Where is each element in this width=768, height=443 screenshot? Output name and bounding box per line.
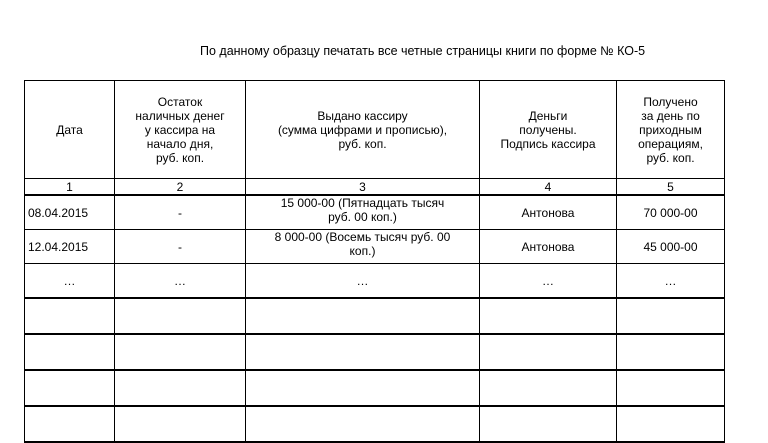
print-instruction: По данному образцу печатать все четные страницы книги по форме № КО-5: [200, 44, 646, 58]
empty-row: [25, 334, 725, 370]
cell-signature: Антонова: [480, 195, 617, 230]
empty-cell: [617, 298, 725, 334]
empty-cell: [25, 298, 115, 334]
empty-cell: [25, 406, 115, 442]
empty-cell: [480, 406, 617, 442]
table-row: [25, 230, 725, 264]
column-number: 2: [115, 179, 246, 196]
column-number: 1: [25, 179, 115, 196]
cell-issued: 15 000-00 (Пятнадцать тысяч руб. 00 коп.): [246, 195, 480, 230]
table-header-row: [25, 81, 725, 179]
empty-cell: [115, 334, 246, 370]
cell-received: 70 000-00: [617, 195, 725, 230]
empty-row: [25, 298, 725, 334]
empty-row: [25, 406, 725, 442]
empty-cell: [115, 406, 246, 442]
empty-cell: [25, 370, 115, 406]
header-date: Дата: [25, 81, 115, 179]
empty-cell: [246, 370, 480, 406]
empty-cell: [246, 334, 480, 370]
cell-balance: -: [115, 195, 246, 230]
column-number: 4: [480, 179, 617, 196]
empty-cell: [246, 298, 480, 334]
cell-ellipsis: …: [617, 264, 725, 299]
empty-cell: [246, 406, 480, 442]
column-number: 5: [617, 179, 725, 196]
cell-ellipsis: …: [480, 264, 617, 299]
empty-cell: [480, 298, 617, 334]
empty-cell: [617, 406, 725, 442]
cell-received: 45 000-00: [617, 230, 725, 264]
cell-ellipsis: …: [25, 264, 115, 299]
empty-cell: [115, 370, 246, 406]
cell-issued: 8 000-00 (Восемь тысяч руб. 00 коп.): [246, 230, 480, 264]
cell-ellipsis: …: [115, 264, 246, 299]
empty-row: [25, 370, 725, 406]
column-number-row: [25, 179, 725, 196]
empty-cell: [115, 298, 246, 334]
header-cashier-signature: Деньги получены. Подпись кассира: [480, 81, 617, 179]
cell-balance: -: [115, 230, 246, 264]
header-opening-balance: Остаток наличных денег у кассира на начало дня, руб. коп.: [115, 81, 246, 179]
ellipsis-row: [25, 264, 725, 299]
column-number: 3: [246, 179, 480, 196]
empty-cell: [25, 334, 115, 370]
empty-cell: [480, 334, 617, 370]
empty-cell: [617, 334, 725, 370]
cell-signature: Антонова: [480, 230, 617, 264]
empty-cell: [480, 370, 617, 406]
table-row: [25, 195, 725, 230]
header-issued-to-cashier: Выдано кассиру (сумма цифрами и прописью), руб. коп.: [246, 81, 480, 179]
empty-cell: [617, 370, 725, 406]
cell-date: 12.04.2015: [25, 230, 115, 264]
header-received-per-day: Получено за день по приходным операциям, руб. коп.: [617, 81, 725, 179]
cell-ellipsis: …: [246, 264, 480, 299]
cash-book-table: [24, 80, 725, 443]
cell-date: 08.04.2015: [25, 195, 115, 230]
